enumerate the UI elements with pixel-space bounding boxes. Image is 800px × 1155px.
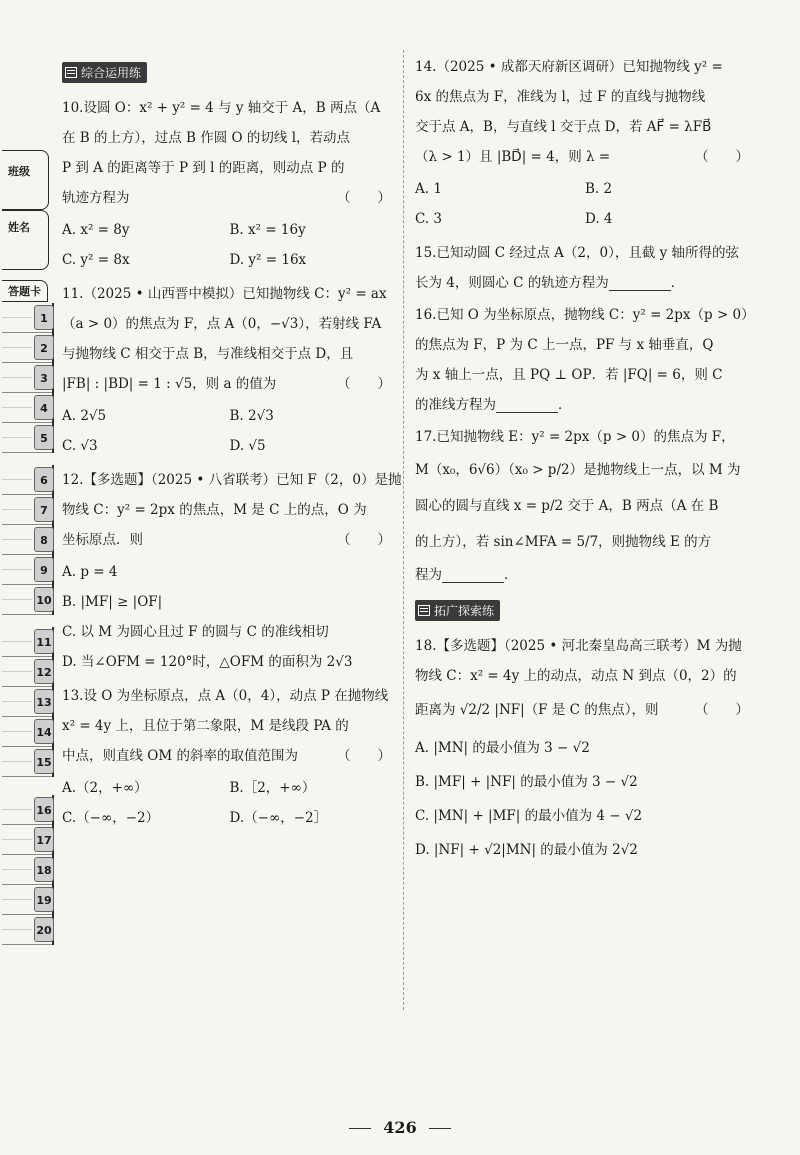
- option-d[interactable]: D. y² = 16x: [229, 252, 307, 268]
- answer-row[interactable]: [2, 363, 52, 393]
- question-number: 8: [34, 527, 54, 552]
- notebook-icon: [65, 67, 77, 78]
- answer-row[interactable]: [2, 495, 52, 525]
- question-line: 13.设 O 为坐标原点，点 A（0，4），动点 P 在抛物线: [62, 688, 389, 704]
- footer-dash: [349, 1128, 371, 1129]
- answer-blank[interactable]: [442, 568, 504, 583]
- question-tail: ．: [670, 275, 685, 291]
- options-11: [62, 401, 397, 461]
- options-12: [62, 557, 397, 677]
- option-a[interactable]: A. |MN| 的最小值为 3 − √2: [415, 740, 590, 756]
- option-b[interactable]: B. |MF| ≥ |OF|: [62, 594, 163, 610]
- section-title: 拓广探索练: [434, 604, 495, 618]
- question-line: 与抛物线 C 相交于点 B，与准线相交于点 D，且: [62, 346, 354, 362]
- question-line: 在 B 的上方），过点 B 作圆 O 的切线 l，若动点: [62, 130, 351, 146]
- footer-dash: [429, 1128, 451, 1129]
- option-d[interactable]: D. √5: [229, 438, 266, 454]
- option-a[interactable]: A. p = 4: [62, 564, 118, 580]
- question-line: 15.已知动圆 C 经过点 A（2，0），且截 y 轴所得的弦: [415, 245, 740, 261]
- answer-blank[interactable]: [496, 398, 558, 413]
- name-label: 姓名: [8, 221, 30, 234]
- question-line: 10.设圆 O：x² + y² = 4 与 y 轴交于 A，B 两点（A: [62, 100, 381, 116]
- question-10: [62, 93, 397, 213]
- name-field[interactable]: [2, 210, 49, 270]
- question-15: [415, 238, 755, 298]
- question-line: M（x₀，6√6）（x₀ > p/2）是抛物线上一点，以 M 为: [415, 462, 741, 478]
- answer-row[interactable]: [2, 555, 52, 585]
- question-tail: ．: [558, 397, 572, 413]
- question-line: （a > 0）的焦点为 F，点 A（0，−√3），若射线 FA: [62, 316, 382, 332]
- option-c[interactable]: C. 3: [415, 211, 443, 227]
- question-18: [415, 631, 755, 729]
- option-a[interactable]: A. x² = 8y: [62, 222, 130, 238]
- notebook-icon: [418, 605, 430, 616]
- question-line: 圆心的圆与直线 x = p/2 交于 A，B 两点（A 在 B: [415, 498, 719, 514]
- option-c[interactable]: C. √3: [62, 438, 98, 454]
- question-12: [62, 465, 402, 555]
- question-number: 10: [34, 587, 54, 612]
- question-line: 的准线方程为: [415, 397, 496, 413]
- question-line: 中点，则直线 OM 的斜率的取值范围为: [62, 748, 298, 764]
- option-a[interactable]: A. 1: [415, 181, 442, 197]
- option-b[interactable]: B. 2: [585, 181, 613, 197]
- question-line: 物线 C：y² = 2px 的焦点，M 是 C 上的点，O 为: [62, 502, 367, 518]
- answer-paren[interactable]: （ ）: [337, 532, 391, 548]
- answer-row[interactable]: [2, 657, 52, 687]
- question-number: 6: [34, 467, 54, 492]
- question-line: 距离为 √2/2 |NF|（F 是 C 的焦点），则: [415, 702, 659, 718]
- question-tail: ．: [504, 567, 518, 583]
- question-line: 的焦点为 F，P 为 C 上一点，PF 与 x 轴垂直，Q: [415, 337, 714, 353]
- option-c[interactable]: C. |MN| + |MF| 的最小值为 4 − √2: [415, 808, 643, 824]
- question-number: 19: [34, 887, 54, 912]
- question-17: [415, 422, 755, 590]
- answer-blank[interactable]: [609, 276, 671, 291]
- question-line: 为 x 轴上一点，且 PQ ⊥ OP．若 |FQ| = 6，则 C: [415, 367, 723, 383]
- question-number: 17: [34, 827, 54, 852]
- question-number: 7: [34, 497, 54, 522]
- answer-row[interactable]: [2, 747, 52, 777]
- question-14: [415, 52, 755, 172]
- answer-row[interactable]: [2, 717, 52, 747]
- answer-row[interactable]: [2, 465, 52, 495]
- class-label: 班级: [8, 165, 30, 178]
- answer-row[interactable]: [2, 627, 52, 657]
- section-tag-extension: [415, 600, 500, 621]
- question-line: 交于点 A，B，与直线 l 交于点 D，若 AF⃗ = λFB⃗: [415, 119, 712, 135]
- question-number: 14: [34, 719, 54, 744]
- answer-row[interactable]: [2, 585, 52, 615]
- option-b[interactable]: B. 2√3: [229, 408, 274, 424]
- question-line: |FB| : |BD| = 1 : √5，则 a 的值为: [62, 376, 277, 392]
- question-line: P 到 A 的距离等于 P 到 l 的距离，则动点 P 的: [62, 160, 345, 176]
- question-number: 3: [34, 365, 54, 390]
- answer-group-1: [2, 303, 54, 453]
- answer-row[interactable]: [2, 915, 52, 945]
- question-number: 18: [34, 857, 54, 882]
- question-line: x² = 4y 上，且位于第二象限，M 是线段 PA 的: [62, 718, 349, 734]
- question-line: 11.（2025 • 山西晋中模拟）已知抛物线 C：y² = ax: [62, 286, 387, 302]
- class-field[interactable]: [2, 150, 49, 210]
- answer-group-3: [2, 627, 54, 777]
- question-line: （λ > 1）且 |BD⃗| = 4，则 λ =: [415, 149, 611, 165]
- options-18: [415, 731, 755, 867]
- question-number: 4: [34, 395, 54, 420]
- answer-row[interactable]: [2, 855, 52, 885]
- question-line: 14.（2025 • 成都天府新区调研）已知抛物线 y² =: [415, 59, 723, 75]
- question-13: [62, 681, 397, 771]
- answer-paren[interactable]: （ ）: [337, 376, 391, 392]
- question-line: 12.【多选题】（2025 • 八省联考）已知 F（2，0）是抛: [62, 472, 402, 488]
- options-10: [62, 215, 397, 275]
- question-number: 20: [34, 917, 54, 942]
- answer-row[interactable]: [2, 333, 52, 363]
- left-column: [62, 58, 402, 837]
- page-number: 426: [383, 1118, 417, 1137]
- section-tag-comprehensive: [62, 62, 147, 83]
- answer-group-4: [2, 795, 54, 945]
- answer-row[interactable]: [2, 303, 52, 333]
- option-b[interactable]: B. |MF| + |NF| 的最小值为 3 − √2: [415, 774, 638, 790]
- question-11: [62, 279, 397, 399]
- answer-paren[interactable]: （ ）: [695, 149, 749, 165]
- option-b[interactable]: B.［2，+∞）: [229, 780, 316, 796]
- right-column: [415, 52, 755, 867]
- question-line: 轨迹方程为: [62, 190, 130, 206]
- option-c[interactable]: C. y² = 8x: [62, 252, 130, 268]
- question-number: 5: [34, 425, 54, 450]
- options-14: [415, 174, 755, 234]
- question-number: 12: [34, 659, 54, 684]
- answer-row[interactable]: [2, 525, 52, 555]
- answer-paren[interactable]: （ ）: [337, 190, 391, 206]
- option-d[interactable]: D. 当∠OFM = 120°时，△OFM 的面积为 2√3: [62, 654, 353, 670]
- question-line: 17.已知抛物线 E：y² = 2px（p > 0）的焦点为 F，: [415, 429, 735, 445]
- question-number: 16: [34, 797, 54, 822]
- answer-row[interactable]: [2, 825, 52, 855]
- question-line: 16.已知 O 为坐标原点，抛物线 C：y² = 2px（p > 0）: [415, 307, 755, 323]
- answer-row[interactable]: [2, 687, 52, 717]
- question-line: 坐标原点．则: [62, 532, 143, 548]
- question-16: [415, 300, 755, 420]
- answer-row[interactable]: [2, 885, 52, 915]
- answer-paren[interactable]: （ ）: [695, 702, 749, 718]
- question-number: 11: [34, 629, 54, 654]
- option-d[interactable]: D. 4: [585, 211, 613, 227]
- option-a[interactable]: A. 2√5: [62, 408, 107, 424]
- question-line: 6x 的焦点为 F，准线为 l，过 F 的直线与抛物线: [415, 89, 706, 105]
- page-footer: [0, 1118, 800, 1137]
- answer-row[interactable]: [2, 393, 52, 423]
- question-number: 2: [34, 335, 54, 360]
- option-d[interactable]: D.（−∞，−2］: [229, 810, 328, 826]
- option-d[interactable]: D. |NF| + √2|MN| 的最小值为 2√2: [415, 842, 638, 858]
- question-line: 程为: [415, 567, 442, 583]
- option-b[interactable]: B. x² = 16y: [229, 222, 306, 238]
- option-c[interactable]: C.（−∞，−2）: [62, 810, 160, 826]
- question-line: 18.【多选题】（2025 • 河北秦皇岛高三联考）M 为抛: [415, 638, 742, 654]
- answer-row[interactable]: [2, 423, 52, 453]
- options-13: [62, 773, 397, 833]
- column-divider: [403, 50, 404, 1010]
- section-title: 综合运用练: [81, 66, 142, 80]
- question-number: 1: [34, 305, 54, 330]
- answer-card-header: 答题卡: [2, 280, 48, 302]
- question-number: 9: [34, 557, 54, 582]
- answer-row[interactable]: [2, 795, 52, 825]
- question-number: 15: [34, 749, 54, 774]
- question-line: 物线 C：x² = 4y 上的动点，动点 N 到点（0，2）的: [415, 668, 737, 684]
- question-number: 13: [34, 689, 54, 714]
- answer-paren[interactable]: （ ）: [337, 748, 391, 764]
- question-line: 的上方），若 sin∠MFA = 5/7，则抛物线 E 的方: [415, 534, 712, 550]
- answer-group-2: [2, 465, 54, 615]
- question-line: 长为 4，则圆心 C 的轨迹方程为: [415, 275, 609, 291]
- option-a[interactable]: A.（2，+∞）: [62, 780, 148, 796]
- option-c[interactable]: C. 以 M 为圆心且过 F 的圆与 C 的准线相切: [62, 624, 329, 640]
